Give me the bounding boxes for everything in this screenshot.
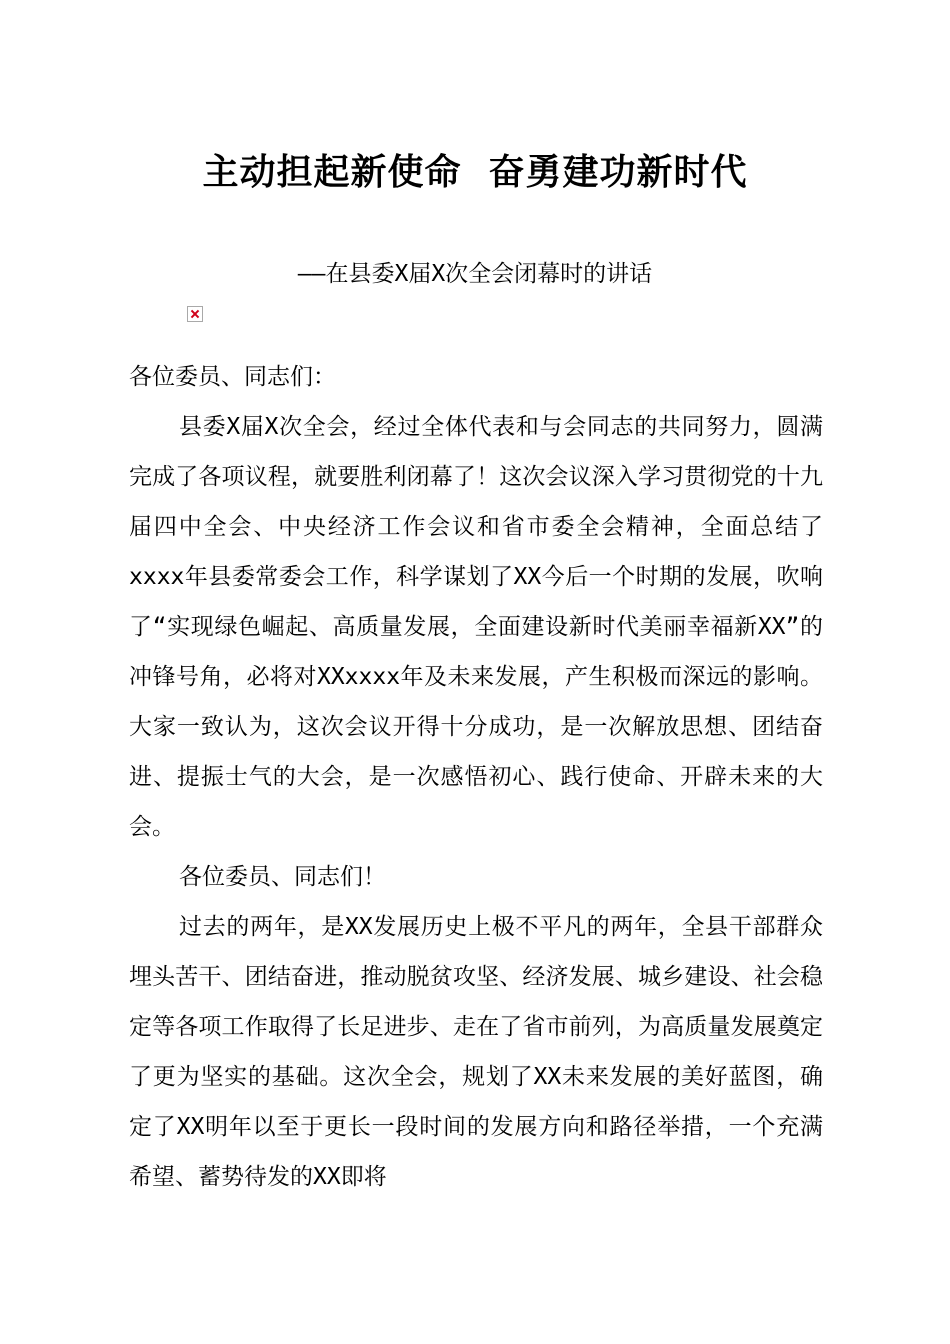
salutation: 各位委员、同志们： (129, 364, 336, 390)
body-paragraph: 县委X届X次全会，经过全体代表和与会同志的共同努力，圆满完成了各项议程，就要胜利闭幕了！这次会议深入学习贯彻党的十九届四中全会、中央经济工作会议和省市委全会精神，全面总结了xxxx年县委常委会工作，科学谋划了XX今后一个时期的发展，吹响了“实现绿色崛起、高质量发展，全面建设新时代美丽幸福新XX”的冲锋号角，必将对XXxxxx年及未来发展，产生积极而深远的影响。大家一致认为，这次会议开得十分成功，是一次解放思想、团结奋进、提振士气的大会，是一次感悟初心、践行使命、开辟未来的大会。 (129, 414, 823, 840)
document-title: 主动担起新使命 奋勇建功新时代 (202, 151, 748, 193)
broken-image-icon (187, 306, 203, 322)
document-subtitle: ——在县委X届X次全会闭幕时的讲话 (297, 261, 653, 287)
body-paragraph: 过去的两年，是XX发展历史上极不平凡的两年，全县干部群众埋头苦干、团结奋进，推动脱贫攻坚、经济发展、城乡建设、社会稳定等各项工作取得了长足进步、走在了省市前列，为高质量发展奠定了更为坚实的基础。这次全会，规划了XX未来发展的美好蓝图，确定了XX明年以至于更长一段时间的发展方向和路径举措，一个充满希望、蓄势待发的XX即将 (129, 914, 823, 1190)
salutation-repeat: 各位委员、同志们！ (179, 864, 386, 890)
document-body (129, 352, 823, 1202)
